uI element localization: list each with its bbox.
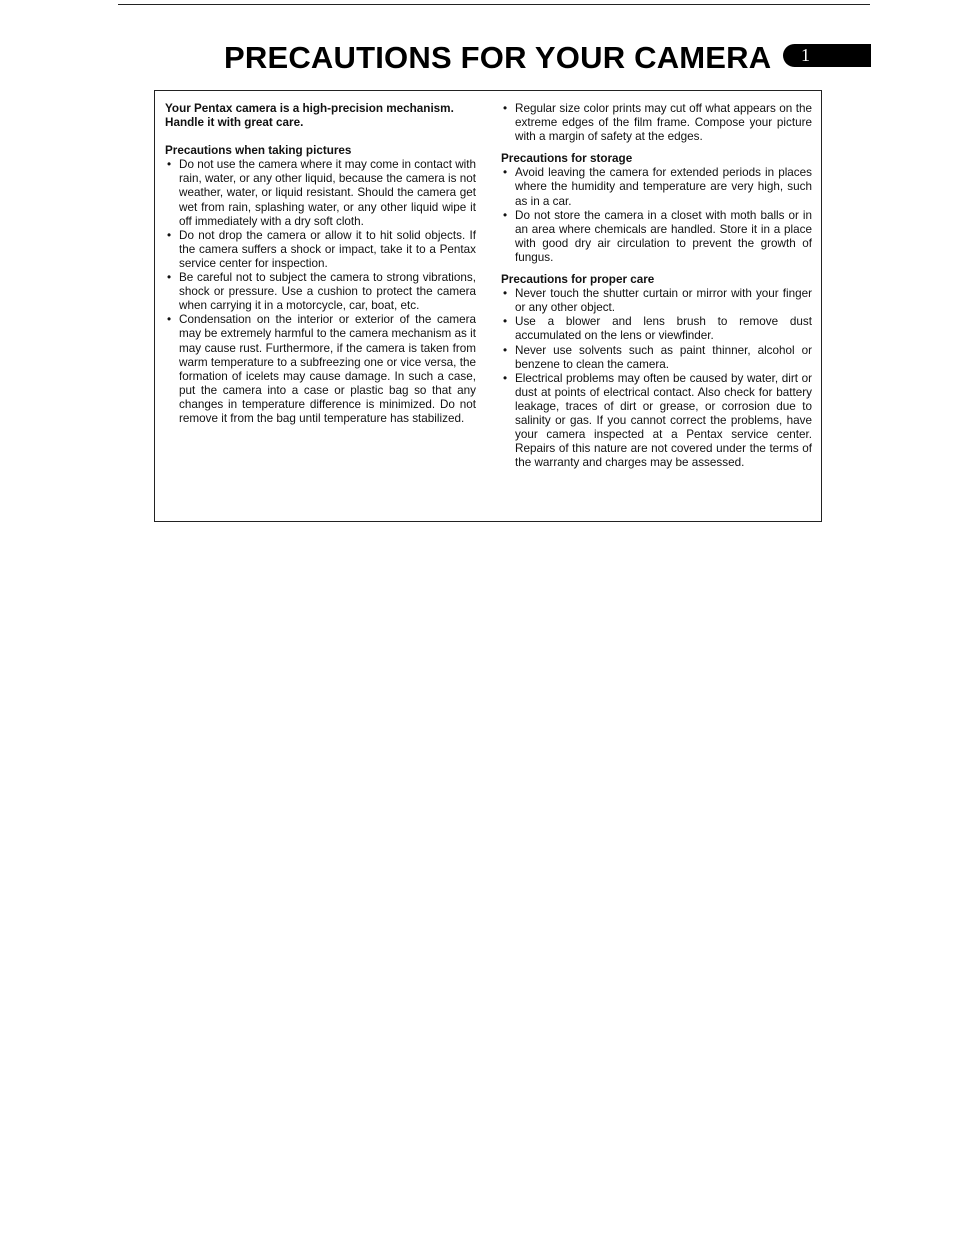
list-item [501,102,812,144]
bullet-icon: • [167,158,172,172]
list-item [165,229,476,271]
list-item-text: Avoid leaving the camera for extended periods in places where the humidity and temperature are very high, such as in a car. [515,166,812,208]
list-item [501,372,812,471]
list-item-text: Be careful not to subject the camera to strong vibrations, shock or pressure. Use a cushion to protect the camera when carrying it in a motorcycle, car, boat, etc. [179,271,476,313]
intro-text [165,102,476,130]
list-item-text: Use a blower and lens brush to remove dust accumulated on the lens or viewfinder. [515,315,812,343]
top-rule [118,4,870,5]
intro-line-1: Your Pentax camera is a high-precision mechanism. [165,102,454,115]
bullet-icon: • [167,228,172,242]
bullet-icon: • [503,287,508,301]
bullet-icon: • [167,313,172,327]
list-item-text: Regular size color prints may cut off what appears on the extreme edges of the film frame. Compose your picture with a margin of safety at the edges. [515,102,812,144]
taking-pictures-list-continued [501,102,812,144]
list-item [165,313,476,426]
bullet-icon: • [503,343,508,357]
list-item [165,271,476,313]
list-item-text: Do not store the camera in a closet with moth balls or in an area where chemicals are handled. Store it in a place with good dry air circulation to prevent the growth of fungus. [515,208,812,264]
page-number-tab [783,44,871,67]
bullet-icon: • [503,166,508,180]
page-title: PRECAUTIONS FOR YOUR CAMERA [224,40,772,75]
list-item-text: Do not drop the camera or allow it to hit solid objects. If the camera suffers a shock or impact, take it to a Pentax service center for inspection. [179,228,476,270]
list-item-text: Do not use the camera where it may come in contact with rain, water, or any other liquid, because the camera is not weather, water, or liquid resistant. Should the camera get wet from rain, splashing water, or any other liquid wipe it off immediately with a dry soft cloth. [179,158,476,228]
list-item-text: Condensation on the interior or exterior of the camera may be extremely harmful to the camera mechanism as it may cause rust. Furthermore, if the camera is taken from warm temperature to a subfreezing one or vice versa, the formation of icelets may cause damage. In such a case, put the camera into a case or plastic bag so that any changes in temperature difference is minimized. Do not remove it from the bag until temperature has stabilized. [179,313,476,425]
section-taking-pictures [165,144,476,426]
list-item [501,315,812,343]
bullet-icon: • [503,102,508,115]
list-item [501,344,812,372]
bullet-icon: • [167,271,172,285]
intro-line-2: Handle it with great care. [165,116,304,130]
section-heading-proper-care: Precautions for proper care [501,273,655,287]
list-item-text: Never touch the shutter curtain or mirror with your finger or any other object. [515,287,812,315]
bullet-icon: • [503,371,508,385]
left-column [165,102,476,434]
page-number: 1 [801,45,810,65]
section-proper-care [501,273,812,470]
list-item-text: Electrical problems may often be caused by water, dirt or dust at points of electrical contact. Also check for battery leakage, traces of dirt or grease, or corrosion due to salinity or gas. If you cannot correct the problems, have your camera inspected at a Pentax service center. Repairs of this nature are not covered under the terms of the warranty and charges may be assessed. [515,371,812,470]
section-heading-taking-pictures: Precautions when taking pictures [165,144,352,158]
section-taking-pictures-continued [501,102,812,144]
section-storage [501,152,812,265]
list-item [501,287,812,315]
bullet-icon: • [503,315,508,329]
proper-care-list [501,287,812,470]
list-item-text: Never use solvents such as paint thinner, alcohol or benzene to clean the camera. [515,343,812,371]
precautions-box [154,90,822,522]
right-column [501,102,812,478]
bullet-icon: • [503,208,508,222]
list-item [501,209,812,265]
section-heading-storage: Precautions for storage [501,152,633,166]
list-item [501,166,812,208]
storage-list [501,166,812,265]
list-item [165,158,476,228]
taking-pictures-list [165,158,476,426]
